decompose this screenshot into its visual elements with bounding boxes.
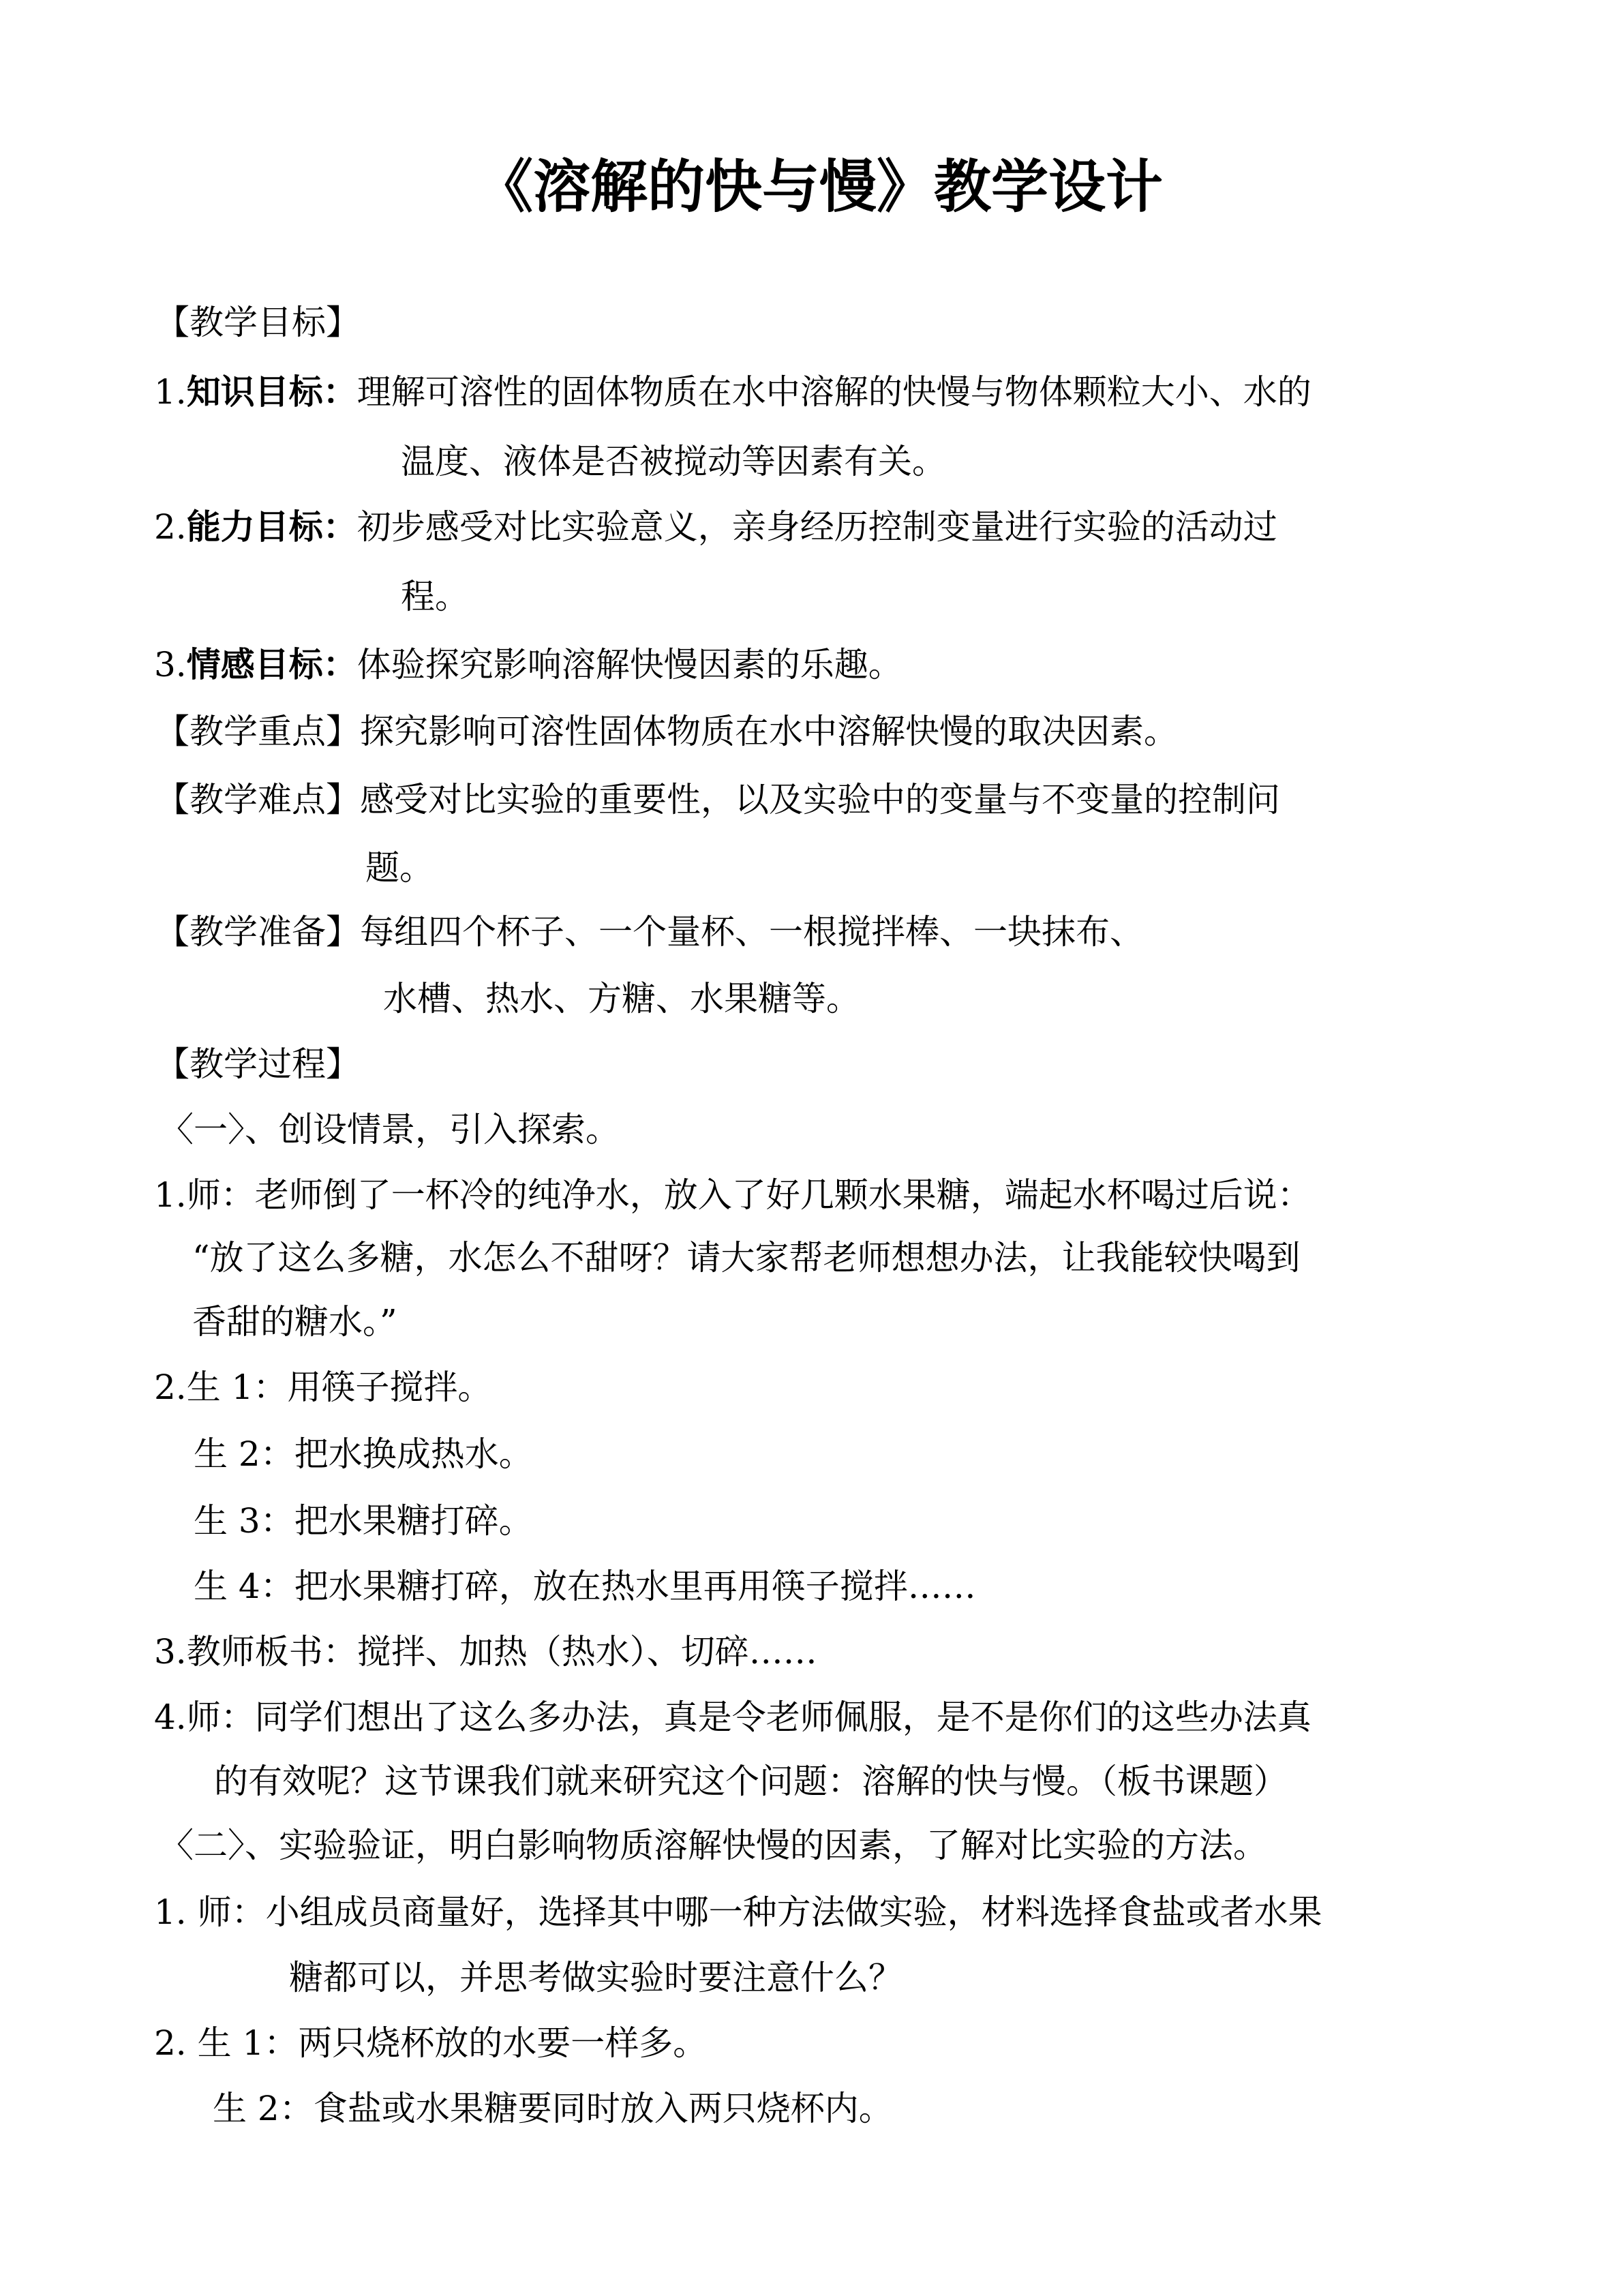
goals-heading: 【教学目标】 <box>155 303 360 342</box>
document-title: 《溶解的快与慢》教学设计 <box>476 153 1164 220</box>
section-2-item-1-line-2: 糖都可以，并思考做实验时要注意什么？ <box>289 1958 902 1997</box>
section-1-item-2: 2.生 1：用筷子搅拌。 <box>154 1368 492 1407</box>
section-1-item-4-line-2: 的有效呢？这节课我们就来研究这个问题：溶解的快与慢。（板书课题） <box>214 1762 1288 1801</box>
section-1-item-2-line-2: 生 2：把水换成热水。 <box>194 1434 533 1474</box>
goal-emotion <box>154 645 902 684</box>
section-1-item-2-line-3: 生 3：把水果糖打碎。 <box>194 1501 533 1541</box>
difficulty-text: 感受对比实验的重要性，以及实验中的变量与不变量的控制问 <box>360 780 1280 819</box>
goal-number: 2. <box>154 507 187 547</box>
section-1-heading: 〈一〉、创设情景，引入探索。 <box>160 1110 620 1149</box>
section-2-item-2-line-2: 生 2：食盐或水果糖要同时放入两只烧杯内。 <box>213 2089 893 2128</box>
preparation-continued: 水槽、热水、方糖、水果糖等。 <box>383 979 860 1018</box>
goal-text: 初步感受对比实验意义，亲身经历控制变量进行实验的活动过 <box>357 507 1277 547</box>
section-2-item-1: 1. 师：小组成员商量好，选择其中哪一种方法做实验，材料选择食盐或者水果 <box>154 1892 1322 1932</box>
section-1-item-4: 4.师：同学们想出了这么多办法，真是令老师佩服，是不是你们的这些办法真 <box>154 1697 1311 1737</box>
goal-ability-continued: 程。 <box>401 577 469 616</box>
difficulty-continued: 题。 <box>365 848 434 888</box>
goal-text: 理解可溶性的固体物质在水中溶解的快慢与物体颗粒大小、水的 <box>357 372 1311 412</box>
key-point-text: 探究影响可溶性固体物质在水中溶解快慢的取决因素。 <box>360 712 1178 751</box>
goal-knowledge <box>154 372 1311 412</box>
section-1-item-1-line-3: 香甜的糖水。” <box>192 1302 397 1342</box>
goal-knowledge-continued: 温度、液体是否被搅动等因素有关。 <box>401 442 946 481</box>
goal-label: 知识目标： <box>186 372 357 412</box>
key-point-label: 【教学重点】 <box>155 712 360 751</box>
difficulty-label: 【教学难点】 <box>155 780 360 819</box>
goal-label: 情感目标： <box>186 645 357 684</box>
preparation-text: 每组四个杯子、一个量杯、一根搅拌棒、一块抹布、 <box>360 912 1144 952</box>
section-1-item-1-line-2: “放了这么多糖，水怎么不甜呀？请大家帮老师想想办法，让我能较快喝到 <box>192 1238 1301 1278</box>
section-1-item-1: 1.师：老师倒了一杯冷的纯净水，放入了好几颗水果糖，端起水杯喝过后说： <box>154 1175 1311 1215</box>
goal-number: 1. <box>154 372 187 412</box>
process-heading: 【教学过程】 <box>155 1044 360 1084</box>
goal-text: 体验探究影响溶解快慢因素的乐趣。 <box>357 645 902 684</box>
section-2-item-2: 2. 生 1：两只烧杯放的水要一样多。 <box>154 2023 708 2063</box>
goal-ability <box>154 507 1277 547</box>
goal-label: 能力目标： <box>186 507 357 547</box>
goal-number: 3. <box>154 645 187 684</box>
key-point <box>155 714 1178 749</box>
difficulty <box>155 780 1280 819</box>
section-1-item-2-line-4: 生 4：把水果糖打碎，放在热水里再用筷子搅拌…… <box>194 1567 976 1606</box>
preparation-label: 【教学准备】 <box>155 912 360 952</box>
section-1-item-3: 3.教师板书：搅拌、加热（热水）、切碎…… <box>154 1632 817 1672</box>
preparation <box>155 912 1144 952</box>
section-2-heading: 〈二〉、实验验证，明白影响物质溶解快慢的因素，了解对比实验的方法。 <box>160 1826 1267 1865</box>
